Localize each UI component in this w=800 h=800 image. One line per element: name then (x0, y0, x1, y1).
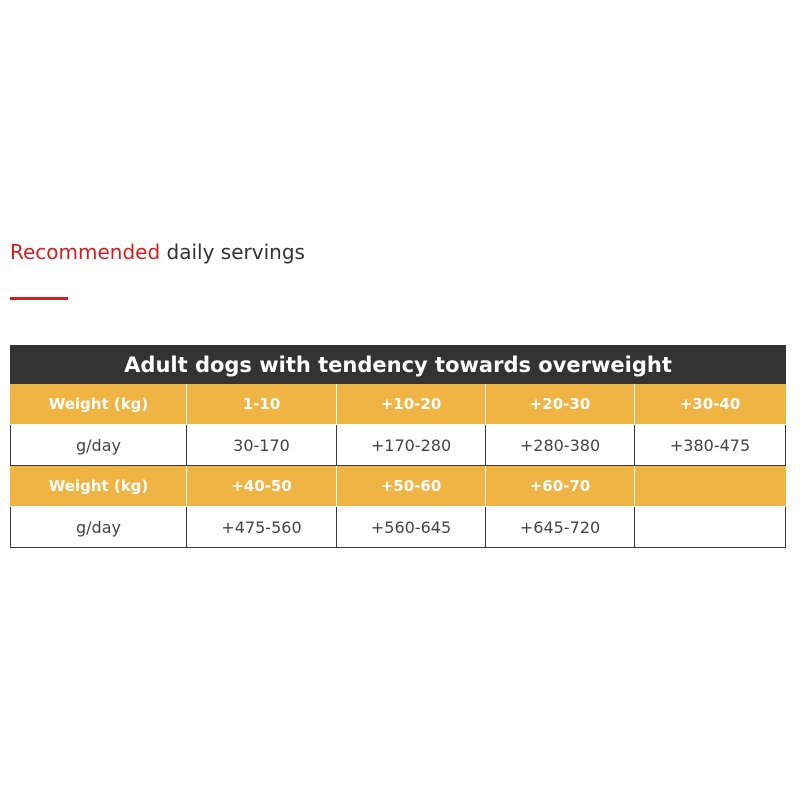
gday-cell: +560-645 (337, 507, 486, 548)
gday-cell: 30-170 (187, 425, 337, 466)
heading-accent-text: Recommended (10, 240, 161, 264)
weight-label-cell: Weight (kg) (11, 384, 187, 425)
weight-cell: +40-50 (187, 466, 337, 507)
table-row (11, 384, 786, 425)
gday-label-cell: g/day (11, 425, 187, 466)
gday-cell: +170-280 (337, 425, 486, 466)
table-row (11, 425, 786, 466)
gday-cell-empty (635, 507, 786, 548)
weight-cell: 1-10 (187, 384, 337, 425)
section-heading (10, 240, 305, 264)
weight-cell: +10-20 (337, 384, 486, 425)
weight-label-cell: Weight (kg) (11, 466, 187, 507)
table-title-row (11, 346, 786, 384)
servings-table-container (10, 345, 785, 548)
weight-cell: +30-40 (635, 384, 786, 425)
gday-cell: +380-475 (635, 425, 786, 466)
table-title: Adult dogs with tendency towards overweight (11, 346, 786, 384)
gday-cell: +475-560 (187, 507, 337, 548)
table-row (11, 507, 786, 548)
weight-cell-empty (635, 466, 786, 507)
heading-underline (10, 297, 68, 300)
gday-cell: +280-380 (486, 425, 635, 466)
weight-cell: +20-30 (486, 384, 635, 425)
table-row (11, 466, 786, 507)
servings-table (10, 345, 786, 548)
weight-cell: +60-70 (486, 466, 635, 507)
gday-label-cell: g/day (11, 507, 187, 548)
heading-rest-text: daily servings (160, 240, 305, 264)
gday-cell: +645-720 (486, 507, 635, 548)
weight-cell: +50-60 (337, 466, 486, 507)
